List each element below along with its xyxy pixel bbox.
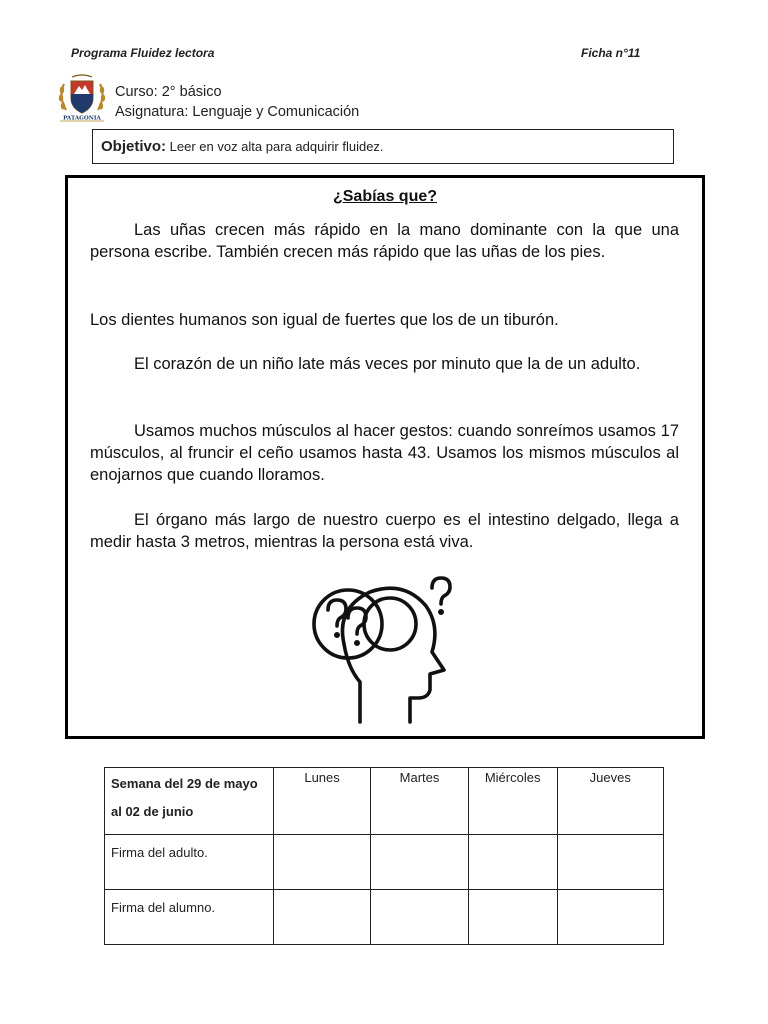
sheet-number: Ficha n°11: [581, 46, 641, 60]
signature-cell[interactable]: [371, 835, 469, 890]
signature-cell[interactable]: [371, 890, 469, 945]
paragraph-nails: Las uñas crecen más rápido en la mano dominante con la que una persona escribe. También crecen más rápido que las uñas de los pies.: [90, 221, 679, 261]
table-row: [105, 835, 664, 890]
objective-label: Objetivo: [101, 138, 162, 155]
row-label-student: Firma del alumno.: [105, 890, 274, 945]
reading-title: ¿Sabías que?: [332, 188, 438, 205]
head-question-icon: [294, 572, 454, 732]
reading-box: [65, 175, 705, 739]
school-logo: [56, 70, 108, 126]
paragraph-intestine: El órgano más largo de nuestro cuerpo es el intestino delgado, llega a medir hasta 3 metros, mientras la persona está viva.: [90, 511, 679, 551]
signature-cell[interactable]: [468, 835, 557, 890]
day-miercoles: Miércoles: [468, 768, 557, 835]
signature-cell[interactable]: [557, 835, 663, 890]
program-title: Programa Fluidez lectora: [71, 46, 215, 60]
signature-table: [104, 767, 664, 945]
week-label: Semana del 29 de mayo al 02 de junio: [105, 768, 274, 835]
signature-cell[interactable]: [273, 890, 370, 945]
table-row: [105, 890, 664, 945]
paragraph-heart: El corazón de un niño late más veces por minuto que la de un adulto.: [134, 355, 641, 373]
paragraph-muscles: Usamos muchos músculos al hacer gestos: cuando sonreímos usamos 17 músculos, al fruncir el ceño usamos hasta 43. Usamos los mismos músculos al enojarnos que cuando lloramos.: [90, 422, 679, 484]
course-info: [115, 82, 359, 122]
objective-text: Leer en voz alta para adquirir fluidez.: [169, 139, 384, 154]
signature-cell[interactable]: [273, 835, 370, 890]
signature-cell[interactable]: [557, 890, 663, 945]
day-lunes: Lunes: [273, 768, 370, 835]
day-jueves: Jueves: [557, 768, 663, 835]
signature-cell[interactable]: [468, 890, 557, 945]
paragraph-teeth: Los dientes humanos son igual de fuertes que los de un tiburón.: [90, 311, 559, 329]
logo-name: PATAGONIA: [63, 115, 101, 122]
course-level: Curso: 2° básico: [115, 84, 222, 100]
day-martes: Martes: [371, 768, 469, 835]
objective-box: Objetivo: Leer en voz alta para adquirir fluidez.: [92, 129, 674, 164]
course-subject: Asignatura: Lenguaje y Comunicación: [115, 104, 360, 120]
row-label-adult: Firma del adulto.: [105, 835, 274, 890]
table-header-row: [105, 768, 664, 835]
